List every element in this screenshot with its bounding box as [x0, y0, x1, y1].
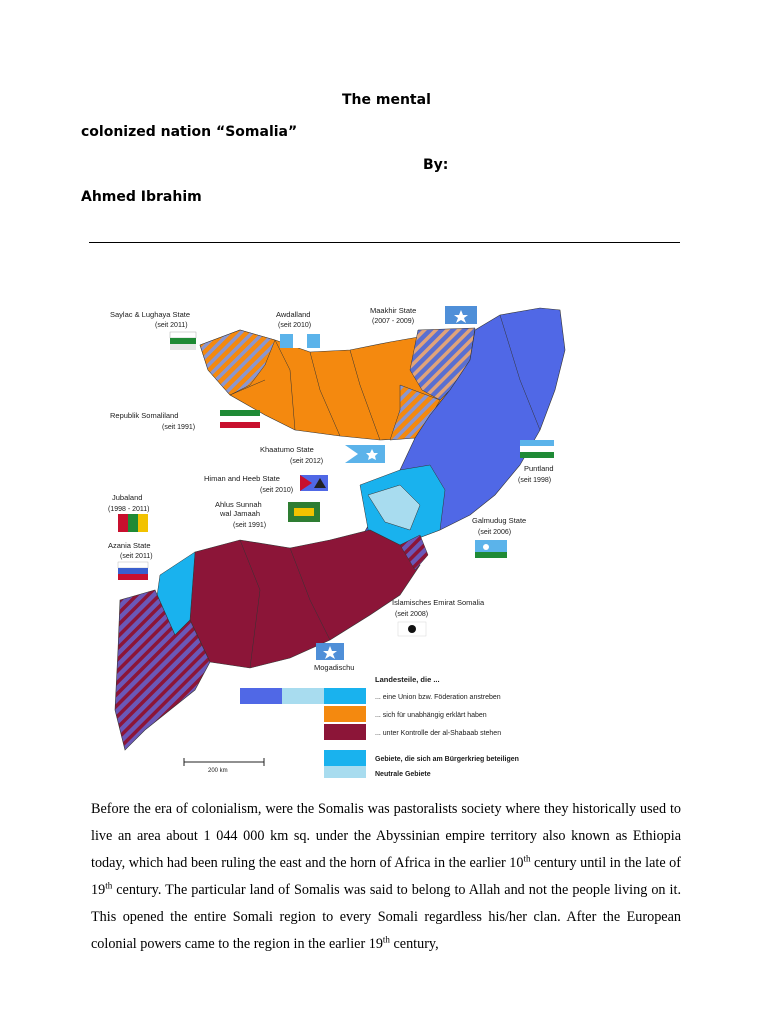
label-galmudug: Galmudug State — [472, 516, 527, 525]
flag-puntland — [520, 440, 554, 458]
label-saylac: Saylac & Lughaya State — [110, 310, 191, 319]
superscript-th-2: th — [105, 880, 113, 891]
label-somaliland-since: (seit 1991) — [162, 424, 196, 431]
label-azania-since: (seit 2011) — [120, 553, 153, 560]
flag-azania — [118, 562, 148, 580]
flag-awdalland — [280, 334, 320, 348]
body-paragraph — [91, 796, 681, 958]
flag-khaatumo — [345, 445, 385, 463]
body-text-part1: Before the era of colonialism, were the Somalis was pastoralists society where they historically used to live an area about 1 044 000 km sq. under the Abyssinian empire territory also known as Ethiopia today, which had been ruling the east and the horn of Africa in the earlier 10 — [91, 801, 681, 871]
superscript-th-1: th — [523, 853, 531, 864]
label-khaatumo-since: (seit 2012) — [290, 458, 324, 465]
somalia-map-figure — [100, 290, 600, 780]
label-maakhir: Maakhir State — [370, 306, 417, 315]
label-maakhir-since: (2007 - 2009) — [372, 318, 415, 325]
label-khaatumo: Khaatumo State — [260, 445, 314, 454]
legend-item-union: ... eine Union bzw. Föderation anstreben — [375, 694, 501, 701]
label-ahlus-since: (seit 1991) — [233, 522, 267, 529]
document-title-line2: colonized nation “Somalia” — [81, 124, 298, 140]
body-text-part4: century, — [389, 936, 439, 952]
label-mogadishu: Mogadischu — [314, 663, 355, 672]
body-text-part2: century until in the late of 19 — [91, 855, 681, 898]
superscript-th-3: th — [382, 934, 390, 945]
label-puntland: Puntland — [524, 464, 554, 473]
legend-item-shabaab: ... unter Kontrolle der al-Shabaab stehen — [375, 730, 502, 737]
flag-ahlus — [288, 502, 320, 522]
horizontal-rule — [89, 242, 680, 243]
legend-title: Landesteile, die ... — [375, 675, 440, 684]
label-jubaland-since: (1998 - 2011) — [108, 506, 150, 513]
label-azania: Azania State — [108, 541, 151, 550]
flag-saylac — [170, 332, 196, 350]
scale-label: 200 km — [208, 768, 228, 774]
label-emirat-since: (seit 2008) — [395, 611, 429, 618]
flag-somaliland — [220, 410, 260, 428]
legend-item-independent: ... sich für unabhängig erklärt haben — [375, 712, 487, 719]
map-region-shabaab — [190, 530, 420, 668]
label-awdalland: Awdalland — [276, 310, 311, 319]
flag-emirat — [398, 622, 426, 636]
document-title-line1: The mental — [342, 92, 431, 108]
flag-galmudug — [475, 540, 507, 558]
label-himan: Himan and Heeb State — [204, 474, 280, 483]
label-ahlus-2: wal Jamaah — [220, 509, 261, 518]
scale-bar — [184, 758, 264, 766]
flag-jubaland — [118, 514, 148, 532]
legend-item-war: Gebiete, die sich am Bürgerkrieg beteiligen — [375, 756, 519, 763]
label-ahlus: Ahlus Sunnah — [215, 500, 262, 509]
label-awdalland-since: (seit 2010) — [278, 322, 312, 329]
legend-item-neutral: Neutrale Gebiete — [375, 771, 431, 778]
flag-maakhir — [445, 306, 477, 324]
by-label: By: — [423, 157, 449, 173]
label-galmudug-since: (seit 2006) — [478, 529, 512, 536]
label-himan-since: (seit 2010) — [260, 487, 294, 494]
label-saylac-since: (seit 2011) — [155, 322, 188, 329]
body-text-part3: century. The particular land of Somalis was said to belong to Allah and not the people living on it. This opened the entire Somali region to every Somali regardless his/her clan. After the European colonial powers came to the region in the earlier 19 — [91, 882, 681, 952]
label-puntland-since: (seit 1998) — [518, 477, 552, 484]
legend-swatches — [240, 688, 366, 778]
label-emirat: Islamisches Emirat Somalia — [392, 598, 485, 607]
author-name: Ahmed Ibrahim — [81, 189, 202, 205]
flag-mogadishu — [316, 643, 344, 660]
label-somaliland: Republik Somaliland — [110, 411, 179, 420]
label-jubaland: Jubaland — [112, 493, 143, 502]
flag-himan — [300, 475, 328, 491]
